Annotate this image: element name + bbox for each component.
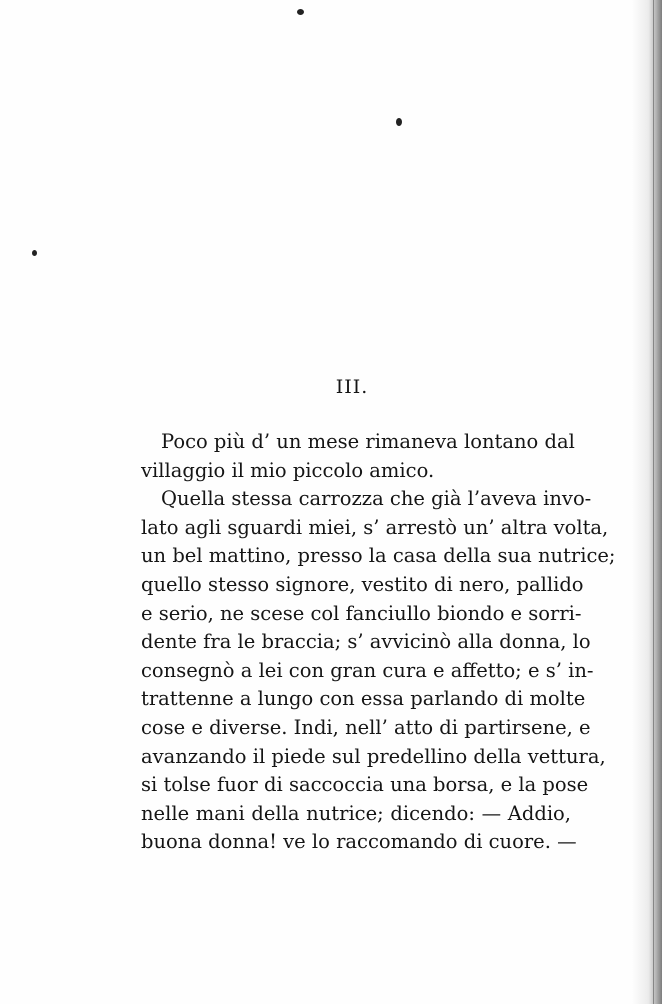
- text-line: lato agli sguardi miei, s’ arrestò un’ altra volta,: [141, 515, 609, 539]
- text-line: buona donna! ve lo raccomando di cuore. —: [141, 830, 577, 854]
- text-line: consegnò a lei con gran cura e affetto; e s’ in-: [141, 658, 594, 682]
- text-line: villaggio il mio piccolo amico.: [141, 458, 435, 482]
- body-text: [141, 428, 616, 857]
- text-line: e serio, ne scese col fanciullo biondo e sorri-: [141, 601, 582, 625]
- page-binding-shadow: [632, 0, 662, 1004]
- page-edge-line: [653, 0, 654, 1004]
- text-line: cose e diverse. Indi, nell’ atto di partirsene, e: [141, 715, 591, 739]
- text-line: avanzando il piede sul predellino della vettura,: [141, 744, 606, 768]
- ink-speck: [32, 250, 37, 256]
- text-line: Quella stessa carrozza che già l’aveva invo-: [161, 487, 592, 511]
- text-line: quello stesso signore, vestito di nero, pallido: [141, 572, 584, 596]
- text-line: un bel mattino, presso la casa della sua nutrice;: [141, 544, 616, 568]
- text-line: si tolse fuor di saccoccia una borsa, e la pose: [141, 773, 589, 797]
- text-line: Poco più d’ un mese rimaneva lontano dal: [161, 430, 575, 453]
- text-line: trattenne a lungo con essa parlando di molte: [141, 687, 586, 711]
- text-line: nelle mani della nutrice; dicendo: — Addio,: [141, 801, 571, 825]
- ink-speck: [396, 118, 402, 126]
- ink-speck: [297, 9, 304, 15]
- text-line: dente fra le braccia; s’ avvicinò alla donna, lo: [141, 630, 591, 654]
- chapter-heading: III.: [335, 376, 369, 398]
